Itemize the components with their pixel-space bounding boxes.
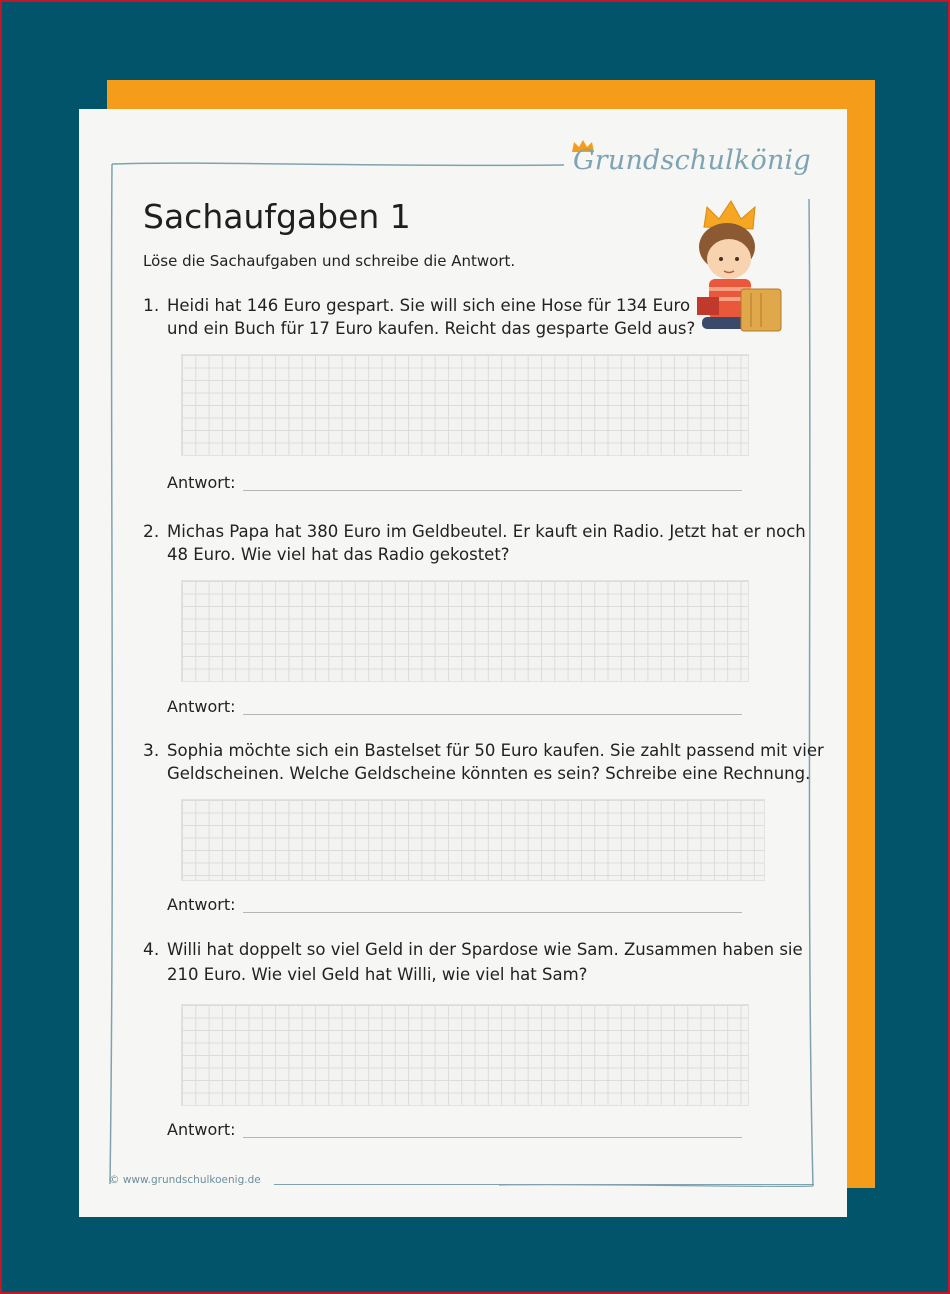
task-3-calculation-grid[interactable] — [181, 799, 765, 881]
task-3-line-1: Sophia möchte sich ein Bastelset für 50 Euro kaufen. Sie zahlt passend mit vier — [167, 741, 824, 760]
task-4-answer-label: Antwort: — [167, 1120, 236, 1139]
task-1-number: 1. — [143, 296, 160, 316]
boy-with-crown-illustration — [679, 197, 789, 337]
task-1-answer-line[interactable] — [243, 490, 742, 491]
task-2-line-2: 48 Euro. Wie viel hat das Radio gekostet? — [167, 545, 510, 564]
page-title: Sachaufgaben 1 — [143, 197, 411, 236]
instruction-text: Löse die Sachaufgaben und schreibe die Antwort. — [143, 252, 516, 270]
task-2-number: 2. — [143, 522, 160, 542]
task-3-line-2: Geldscheinen. Welche Geldscheine könnten es sein? Schreibe eine Rechnung. — [167, 764, 811, 783]
task-2-answer-line[interactable] — [243, 714, 742, 715]
task-1-line-1: Heidi hat 146 Euro gespart. Sie will sich eine Hose für 134 Euro — [167, 296, 691, 315]
task-1-answer-label: Antwort: — [167, 473, 236, 492]
task-4-line-2: 210 Euro. Wie viel Geld hat Willi, wie viel hat Sam? — [167, 965, 588, 984]
task-2-answer-label: Antwort: — [167, 697, 236, 716]
footer-rule — [274, 1184, 814, 1185]
task-2-calculation-grid[interactable] — [181, 580, 749, 682]
task-4-line-1: Willi hat doppelt so viel Geld in der Spardose wie Sam. Zusammen haben sie — [167, 940, 803, 959]
worksheet-page — [79, 109, 847, 1217]
task-3-answer-line[interactable] — [243, 912, 742, 913]
task-4-calculation-grid[interactable] — [181, 1004, 749, 1106]
task-3-number: 3. — [143, 741, 160, 761]
footer-copyright[interactable]: © www.grundschulkoenig.de — [109, 1174, 261, 1186]
task-2-line-1: Michas Papa hat 380 Euro im Geldbeutel. Er kauft ein Radio. Jetzt hat er noch — [167, 522, 806, 541]
task-1-calculation-grid[interactable] — [181, 354, 749, 456]
task-1-line-2: und ein Buch für 17 Euro kaufen. Reicht das gesparte Geld aus? — [167, 319, 696, 338]
brand-logo: Grundschulkönig — [573, 145, 811, 176]
task-4-answer-line[interactable] — [243, 1137, 742, 1138]
task-4-number: 4. — [143, 940, 160, 960]
task-3-answer-label: Antwort: — [167, 895, 236, 914]
